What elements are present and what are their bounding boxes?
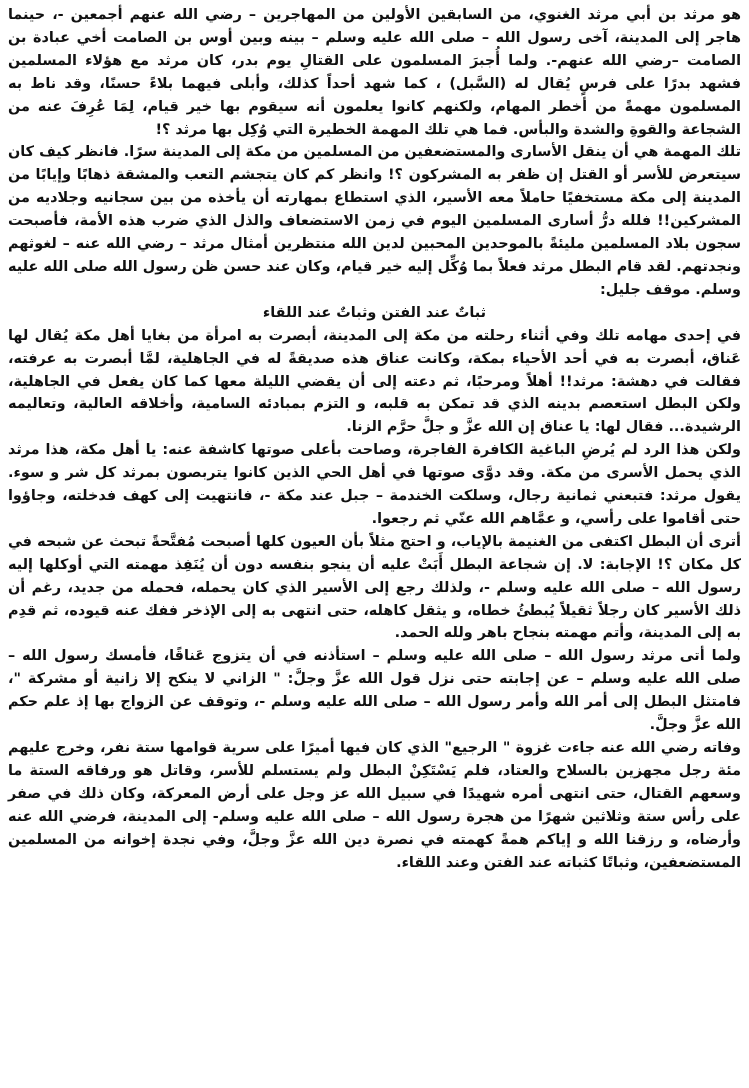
paragraph-pursuit: ولكن هذا الرد لم يُرضِ الباغية الكافرة الفاجرة، وصاحت بأعلى صوتها كاشفة عنه: يا أهل مكة، هذا مرثد الذي يحمل الأسرى من مكة. وقد دوَّى صوتها في أهل الحي الذين كانوا يتربصون بمرثد كل شر و سوء. يقول مرثد: فتبعني ثمانية رجال، وسلكت الخندمة – جبل عند مكة -، فانتهيت إلى كهف فدخلته، وجاؤوا حتى أقاموا على رأسي، و عمَّاهم الله عنّي ثم رجعوا. (8, 442, 741, 527)
paragraph-marriage: ولما أتى مرثد رسول الله – صلى الله عليه وسلم – استأذنه في أن يتزوج عَناقًا، فأمسك رسول الله – صلى الله عليه وسلم – عن إجابته حتى نزل قول الله عزَّ وجلَّ: " الزاني لا ينكح إلا زانية أو مشركة "، فامتثل البطل إلى أمر الله وأمر رسول الله – صلى الله عليه وسلم -، وتوقف عن الزواج بها إذ علم حكم الله عزَّ وجلَّ. (8, 648, 741, 734)
paragraph-anaq: في إحدى مهامه تلك وفي أثناء رحلته من مكة إلى المدينة، أبصرت به امرأة من بغايا أهل مكة يُقال لها عَناق، أبصرت به في أحد الأحياء بمكة، وكانت عناق هذه صديقةً له في الجاهلية، لمَّا أبصرت به عرفته، فقالت في دهشة: مرثد!! أهلاً ومرحبًا، ثم دعته إلى أن يقضي الليلة معها كما كان يفعل في الجاهلية، ولكن البطل استعصم بدينه الذي قد تمكن به قلبه، و التزم بمبادئه السامية، وأخلاقه العالية، وتعاليمه الرشيدة... فقال لها: يا عناق إن الله عزَّ و جلَّ حرَّم الزنا. (8, 327, 741, 436)
paragraph-mission: تلك المهمة هي أن ينقل الأسارى والمستضعفين من المسلمين من مكة إلى المدينة سرًا. فانظر كيف كان سيتعرض للأسر أو القتل إن ظفر به المشركون ؟! وانظر كم كان يتجشم التعب والمشقة ذهابًا وإيابًا من المدينة إلى مكة مستخفيًا حاملاً معه الأسير، الذي استطاع بمهارته أن يأخذه من بين سجانيه وجلاديه من المشركين!! فلله درُّ أسارى المسلمين اليوم في زمن الاستضعاف والذل الذي ضرب هذه الأمة، فأصبحت سجون بلاد المسلمين مليئةً بالموحدين المحبين لدين الله منتظرين أمثال مرثد – رضي الله عنه – لغوثهم ونجدتهم. لقد قام البطل مرثد فعلاً بما وُكِّل إليه خير قيام، وكان عند حسن ظن رسول الله صلى الله عليه وسلم. موقف جليل: (8, 144, 741, 298)
section-subtitle: ثباتٌ عند الفتن وثباتٌ عند اللقاء (262, 304, 487, 321)
paragraph-return: أترى أن البطل اكتفى من الغنيمة بالإياب، و احتج مثلاً بأن العيون كلها أصبحت مُفتَّحةً تبحث عن شبحه في كل مكان ؟! الإجابة: لا. إن شجاعة البطل أَبَتْ عليه أن ينجو بنفسه دون أن يُنَفِذ مهمته التي أوكلها إليه رسول الله – صلى الله عليه وسلم -، ولذلك رجع إلى الأسير الذي كان يحمله، فحمله من جديد، رغم أن ذلك الأسير كان رجلاً ثقيلاً يُبطئُ خطاه، و يثقل كاهله، حتى انتهى به إلى الإذخر ففك عنه قيوده، ثم قدِم به إلى المدينة، وأتم مهمته بنجاح باهر ولله الحمد. (8, 533, 741, 642)
paragraph-intro: هو مرثد بن أبي مرثد الغنوي، من السابقين الأولين من المهاجرين – رضي الله عنهم أجمعين -، حينما هاجر إلى المدينة، آخى رسول الله – صلى الله عليه وسلم – بينه وبين أوس بن الصامت أخي عبادة بن الصامت –رضي الله عنهم-. ولما أُجبرَ المسلمون على القتالِ يوم بدر، كان مرثد مع هؤلاء المسلمين فشهد بدرًا على فرسٍ يُقال له (السَّبل) ، كما شهد أحداً كذلك، وأبلى فيهما بلاءً حسنًا، وقد ناط به المسلمون مهمةً من أخطر المهام، ولكنهم كانوا يعلمون أنه سيقوم بها خير قيام، لِمَا عُرِفَ عنه من الشجاعة والقوةِ والشدة والبأس. فما هي تلك المهمة الخطيرة التي وُكِل بها مرثد ؟! (8, 7, 741, 138)
paragraph-death: وفاته رضي الله عنه جاءت غزوة " الرجيع" الذي كان فيها أميرًا على سرية قوامها ستة نفر، وخرج عليهم مئة رجل مجهزين بالسلاح والعتاد، فلم يَسْتَكِنْ البطل ولم يستسلم للأسر، وقاتل هو ورفاقه الستة ما وسعهم القتال، حتى انتهى أمره شهيدًا في سبيل الله عز وجل على أرض المعركة، وكان ذلك في صفر على رأس ستة وثلاثين شهرًا من هجرة رسول الله – صلى الله عليه وسلم- إلى المدينة، فرضي الله عنه وأرضاه، و رزقنا الله و إياكم همةً كهمته في نصرة دين الله عزَّ وجلَّ، وفي نجدة إخوانه من المسلمين المستضعفين، وثباتًا كثباته عند الفتن وعند اللقاء. (8, 740, 741, 871)
